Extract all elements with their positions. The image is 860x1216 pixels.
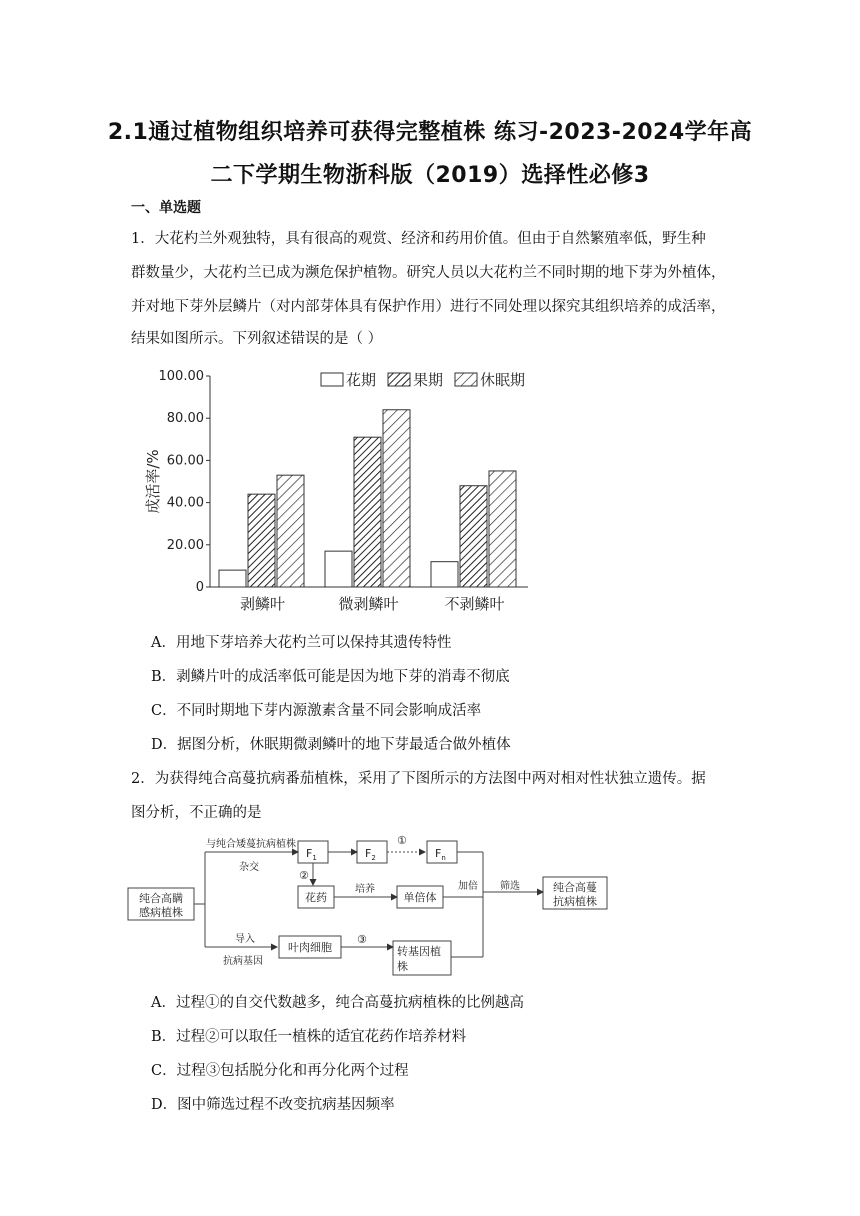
y-tick-label: 20.00: [166, 537, 204, 553]
cross-label: 与纯合矮蔓抗病植株: [206, 839, 296, 850]
legend-label: 花期: [346, 371, 377, 389]
q1-option-a: A．用地下芽培养大花杓兰可以保持其遗传特性: [151, 635, 452, 651]
anther-label: 花药: [305, 891, 327, 904]
y-tick-label: 60.00: [166, 453, 204, 469]
legend-swatch-休眠期: [455, 373, 477, 386]
q2-option-a: A．过程①的自交代数越多，纯合高蔓抗病植株的比例越高: [151, 995, 524, 1011]
bar-果期: [248, 494, 275, 587]
bar-果期: [354, 437, 381, 587]
breeding-flow-diagram: [125, 830, 615, 980]
haploid-label: 单倍体: [403, 891, 437, 904]
q1-stem-line-3: 并对地下芽外层鳞片（对内部芽体具有保护作用）进行不同处理以探究其组织培养的成活率，: [131, 299, 726, 315]
step-2-label: ②: [299, 869, 309, 882]
y-tick-label: 80.00: [166, 411, 204, 427]
y-tick-label: 0: [195, 580, 204, 595]
transgenic-label-line-2: 株: [397, 960, 408, 973]
cross-sub-label: 杂交: [239, 862, 259, 873]
category-label: 不剥鳞叶: [444, 595, 505, 613]
step-1-label: ①: [397, 834, 407, 847]
bar-花期: [325, 551, 352, 587]
mesophyll-label: 叶肉细胞: [288, 941, 332, 954]
category-label: 微剥鳞叶: [338, 595, 399, 613]
q1-stem-line-1: 1．大花杓兰外观独特，具有很高的观赏、经济和药用价值。但由于自然繁殖率低，野生种: [131, 231, 706, 247]
start-label-line-1: 纯合高瞒: [139, 892, 183, 905]
legend-label: 果期: [413, 371, 444, 389]
bar-休眠期: [489, 471, 516, 587]
q2-stem-line-1: 2．为获得纯合高蔓抗病番茄植株，采用了下图所示的方法图中两对相对性状独立遗传。据: [131, 771, 706, 787]
f1-label: $F_1$: [306, 847, 317, 862]
category-label: 剥鳞叶: [239, 595, 286, 613]
q1-option-c: C．不同时期地下芽内源激素含量不同会影响成活率: [151, 703, 482, 719]
fn-label: $F_n$: [435, 847, 446, 862]
bar-花期: [219, 570, 246, 587]
bar-花期: [431, 562, 458, 587]
result-label-line-2: 抗病植株: [553, 895, 597, 908]
q2-option-d: D．图中筛选过程不改变抗病基因频率: [151, 1097, 395, 1113]
q2-stem-line-2: 图分析，不正确的是: [131, 805, 262, 821]
y-axis-label: 成活率/%: [144, 449, 162, 514]
screen-label: 筛选: [500, 881, 520, 892]
q1-option-d: D．据图分析，休眠期微剥鳞叶的地下芽最适合做外植体: [151, 737, 511, 753]
q1-stem-line-2: 群数量少，大花杓兰已成为濒危保护植物。研究人员以大花杓兰不同时期的地下芽为外植体，: [131, 265, 726, 281]
survival-rate-bar-chart: [130, 360, 540, 615]
result-label-line-1: 纯合高蔓: [553, 881, 597, 894]
y-tick-label: 40.00: [166, 495, 204, 511]
bar-休眠期: [277, 475, 304, 587]
legend-label: 休眠期: [480, 371, 526, 389]
f2-label: $F_2$: [365, 847, 376, 862]
step-3-label: ③: [357, 933, 367, 946]
q2-option-b: B．过程②可以取任一植株的适宜花药作培养材料: [151, 1029, 467, 1045]
q2-option-c: C．过程③包括脱分化和再分化两个过程: [151, 1063, 409, 1079]
section-heading: 一、单选题: [131, 200, 201, 216]
document-title-line-2: 二下学期生物浙科版（2019）选择性必修3: [210, 163, 650, 188]
q1-option-b: B．剥鳞片叶的成活率低可能是因为地下芽的消毒不彻底: [151, 669, 510, 685]
culture-label: 培养: [355, 884, 375, 895]
double-label: 加倍: [458, 881, 478, 892]
y-tick-label: 100.00: [158, 369, 204, 384]
import-sub-label: 抗病基因: [223, 956, 263, 967]
transgenic-label-line-1: 转基因植: [397, 945, 441, 958]
legend-swatch-花期: [321, 373, 343, 386]
q1-stem-line-4: 结果如图所示。下列叙述错误的是（ ）: [131, 331, 383, 347]
start-label-line-2: 感病植株: [139, 906, 183, 919]
legend-swatch-果期: [388, 373, 410, 386]
import-label: 导入: [235, 934, 255, 945]
bar-休眠期: [383, 410, 410, 587]
document-title-line-1: 2.1通过植物组织培养可获得完整植株 练习-2023-2024学年高: [107, 120, 753, 145]
bar-果期: [460, 486, 487, 587]
